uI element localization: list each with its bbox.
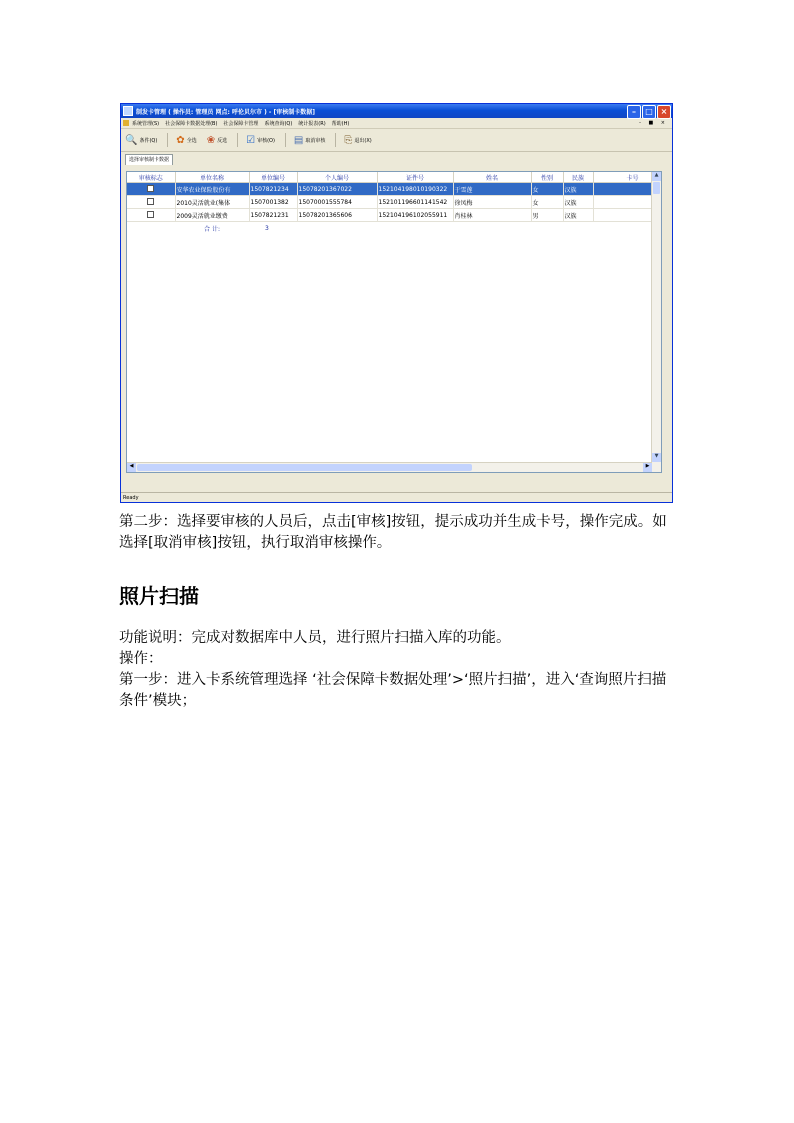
scroll-up-icon[interactable]: ▲ xyxy=(652,172,661,181)
menu-system[interactable]: 系统管理(S) xyxy=(132,120,160,127)
select-all-label: 全选 xyxy=(186,137,197,144)
cell-unit: 2010灵活就业(集体 xyxy=(175,196,249,209)
cancel-approve-icon: ▤ xyxy=(293,134,304,146)
tab-select-approve[interactable]: 选择审核制卡数据 xyxy=(125,154,173,165)
vertical-scroll-thumb[interactable] xyxy=(653,182,660,194)
cell-name: 肖桂林 xyxy=(453,209,531,222)
cell-sex: 男 xyxy=(531,209,563,222)
invert-icon: ❀ xyxy=(206,134,216,146)
approve-checkbox[interactable] xyxy=(147,198,154,205)
cell-unit: 2009灵活就业缴费 xyxy=(175,209,249,222)
grid-header-row xyxy=(127,172,653,183)
cell-id-no: 152101196601141542 xyxy=(377,196,453,209)
cell-person-no: 15078201365606 xyxy=(297,209,377,222)
document-icon xyxy=(123,120,129,126)
cell-unit: 安华农业保险股份有 xyxy=(175,183,249,196)
step2-paragraph: 第二步：选择要审核的人员后，点击[审核]按钮，提示成功并生成卡号，操作完成。如选择[取消审核]按钮，执行取消审核操作。 xyxy=(119,514,667,551)
table-row[interactable] xyxy=(127,196,653,209)
window-titlebar xyxy=(121,104,672,118)
col-id-no[interactable]: 证件号 xyxy=(377,172,453,183)
approve-icon: ☑ xyxy=(246,134,256,146)
cancel-approve-button[interactable] xyxy=(294,135,325,146)
cancel-approve-label: 取消审核 xyxy=(305,137,326,144)
approve-checkbox[interactable] xyxy=(147,185,154,192)
cell-unit-no: 1507001382 xyxy=(249,196,297,209)
approve-label: 审核(O) xyxy=(257,137,275,144)
cell-card xyxy=(593,183,653,196)
total-label: 合 计: xyxy=(204,225,220,233)
toolbar-separator xyxy=(167,133,168,147)
search-icon: 🔍 xyxy=(125,134,138,146)
col-unit-name[interactable]: 单位名称 xyxy=(175,172,249,183)
step1-paragraph: 第一步：进入卡系统管理选择 ‘社会保障卡数据处理’>‘照片扫描’，进入‘查询照片扫描条件’模块； xyxy=(119,672,667,709)
horizontal-scrollbar[interactable] xyxy=(127,462,652,472)
select-all-button[interactable] xyxy=(176,135,196,146)
table-row[interactable] xyxy=(127,209,653,222)
menu-query[interactable]: 系统查询(Q) xyxy=(264,120,293,127)
section-heading: 照片扫描 xyxy=(119,584,199,608)
cell-sex: 女 xyxy=(531,183,563,196)
menu-bar xyxy=(121,118,672,129)
cell-card xyxy=(593,196,653,209)
invert-button[interactable] xyxy=(207,135,227,146)
menu-card-manage[interactable]: 社会保障卡管理 xyxy=(223,120,259,127)
operation-label: 操作： xyxy=(119,651,163,667)
maximize-button[interactable]: □ xyxy=(642,105,656,119)
app-window xyxy=(120,103,673,503)
cell-id-no: 152104196102055911 xyxy=(377,209,453,222)
scroll-left-icon[interactable]: ◀ xyxy=(127,463,136,472)
cell-person-no: 15078201367022 xyxy=(297,183,377,196)
cell-name: 徐凤梅 xyxy=(453,196,531,209)
minimize-button[interactable]: – xyxy=(627,105,641,119)
exit-icon: ⎘ xyxy=(344,134,353,146)
cell-unit-no: 1507821231 xyxy=(249,209,297,222)
toolbar-separator xyxy=(285,133,286,147)
menu-card-data[interactable]: 社会保障卡数据处理(B) xyxy=(165,120,218,127)
exit-label: 退出(X) xyxy=(354,137,372,144)
approve-button[interactable] xyxy=(246,135,275,146)
cell-person-no: 15070001555784 xyxy=(297,196,377,209)
menu-help[interactable]: 帮助(H) xyxy=(331,120,350,127)
toolbar-separator xyxy=(335,133,336,147)
total-count: 3 xyxy=(265,224,269,232)
menu-reports[interactable]: 统计报表(R) xyxy=(298,120,326,127)
toolbar-separator xyxy=(237,133,238,147)
vertical-scrollbar[interactable] xyxy=(651,172,661,472)
cell-card xyxy=(593,209,653,222)
cell-ethnic: 汉族 xyxy=(563,196,593,209)
status-bar: Ready xyxy=(121,492,672,502)
col-card-no[interactable]: 卡号 xyxy=(593,172,653,183)
toolbar xyxy=(121,129,672,152)
app-icon xyxy=(123,106,133,116)
approve-checkbox[interactable] xyxy=(147,211,154,218)
col-ethnic[interactable]: 民族 xyxy=(563,172,593,183)
condition-button[interactable] xyxy=(125,135,157,146)
select-all-icon: ✿ xyxy=(176,134,185,146)
cell-unit-no: 1507821234 xyxy=(249,183,297,196)
col-unit-no[interactable]: 单位编号 xyxy=(249,172,297,183)
cell-ethnic: 汉族 xyxy=(563,183,593,196)
cell-ethnic: 汉族 xyxy=(563,209,593,222)
cell-id-no: 152104198010190322 xyxy=(377,183,453,196)
col-name[interactable]: 姓名 xyxy=(453,172,531,183)
window-title: 制发卡管理 ( 操作员: 管理员 网点: 呼伦贝尔市 ) - [审核制卡数据] xyxy=(136,108,315,116)
col-sex[interactable]: 性别 xyxy=(531,172,563,183)
scroll-right-icon[interactable]: ▶ xyxy=(643,463,652,472)
mdi-controls[interactable]: - ■ × xyxy=(639,120,668,126)
cell-name: 于雪莲 xyxy=(453,183,531,196)
tab-strip xyxy=(121,152,672,164)
table-row[interactable] xyxy=(127,183,653,196)
close-button[interactable]: × xyxy=(657,105,671,119)
total-row xyxy=(127,222,653,235)
scroll-down-icon[interactable]: ▼ xyxy=(652,453,661,462)
data-grid xyxy=(126,171,662,473)
exit-button[interactable] xyxy=(344,135,371,146)
col-person-no[interactable]: 个人编号 xyxy=(297,172,377,183)
condition-label: 条件(Q) xyxy=(139,137,158,144)
col-approve-flag[interactable]: 审核标志 xyxy=(127,172,175,183)
invert-label: 反选 xyxy=(217,137,228,144)
horizontal-scroll-thumb[interactable] xyxy=(137,464,472,471)
cell-sex: 女 xyxy=(531,196,563,209)
function-description: 功能说明：完成对数据库中人员，进行照片扫描入库的功能。 xyxy=(119,630,511,646)
